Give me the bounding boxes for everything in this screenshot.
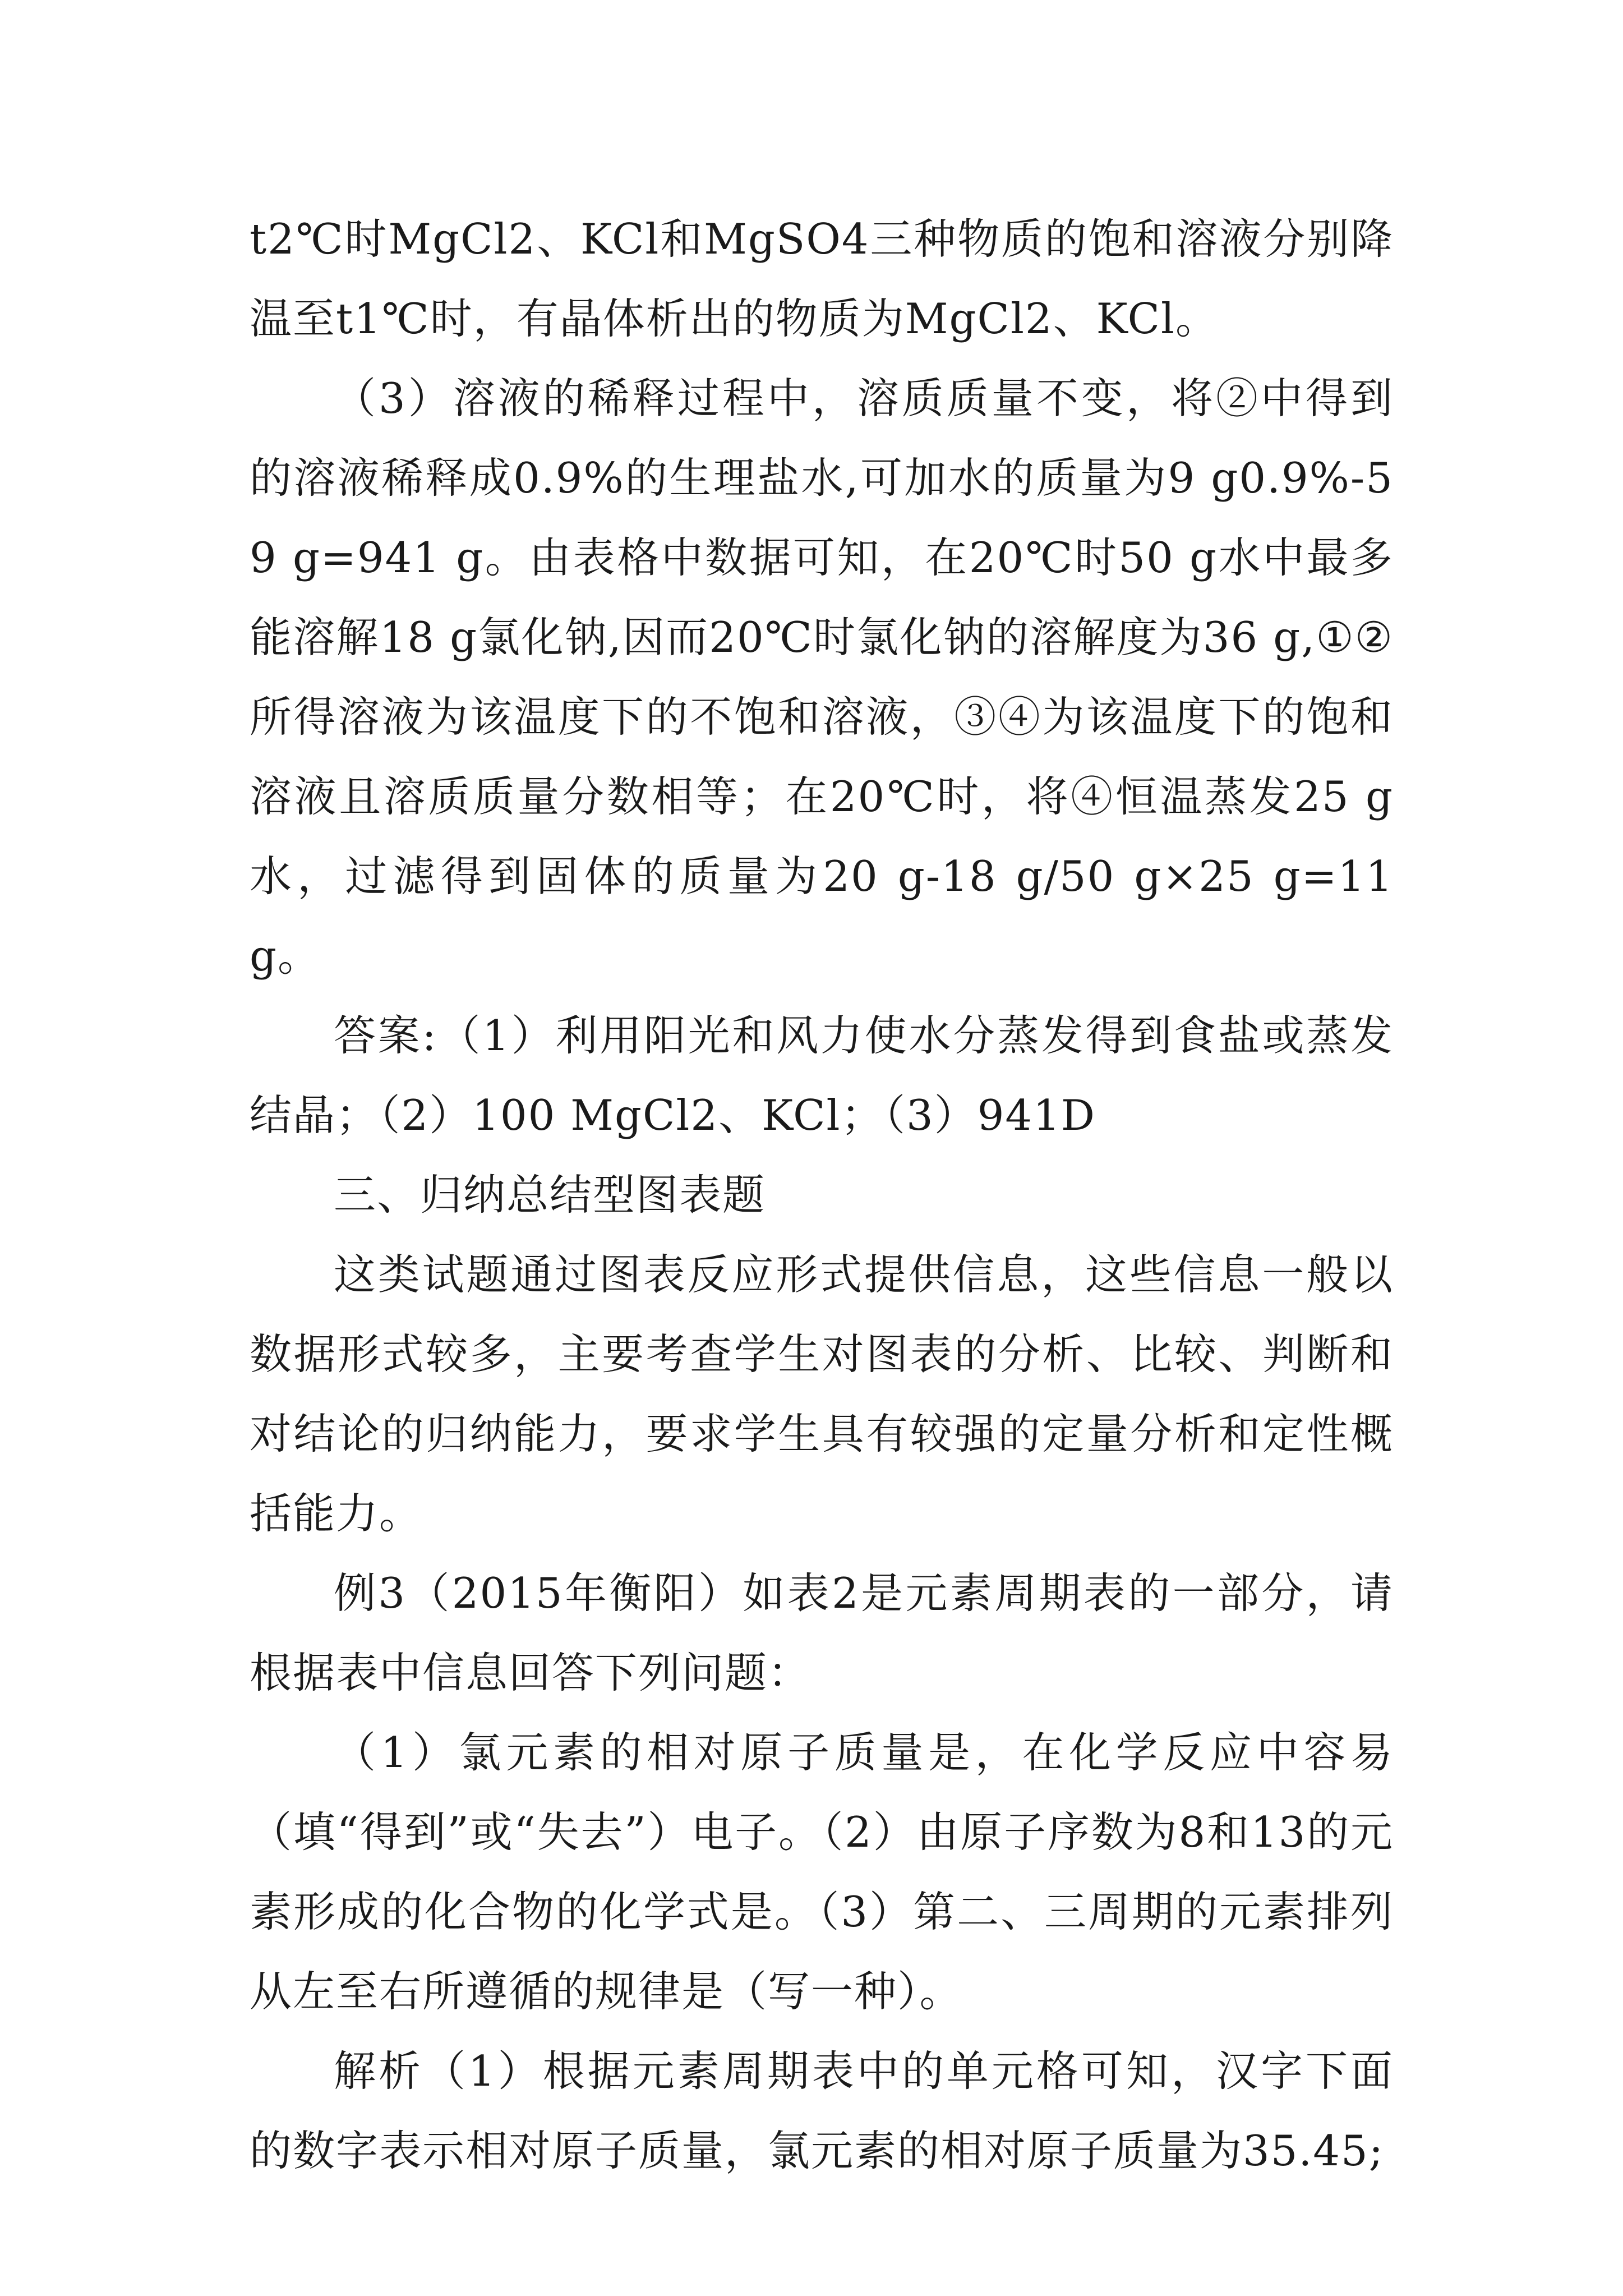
paragraph-section-intro: 这类试题通过图表反应形式提供信息，这些信息一般以数据形式较多，主要考查学生对图表的分析、比较、判断和对结论的归纳能力，要求学生具有较强的定量分析和定性概括能力。 <box>250 1250 1394 1538</box>
section-heading: 三、归纳总结型图表题 <box>334 1170 766 1220</box>
paragraph-answer: 答案:（1）利用阳光和风力使水分蒸发得到食盐或蒸发结晶；（2）100 MgCl2、KCl；（3）941D <box>250 1011 1394 1140</box>
paragraph-questions: （1）氯元素的相对原子质量是，在化学反应中容易（填“得到”或“失去”）电子。（2）由原子序数为8和13的元素形成的化合物的化学式是。（3）第二、三周期的元素排列从左至右所遵循的规律是（写一种）。 <box>250 1728 1394 2016</box>
paragraph-2: （3）溶液的稀释过程中，溶质质量不变，将②中得到的溶液稀释成0.9%的生理盐水,可加水的质量为9 g0.9%-59 g=941 g。由表格中数据可知，在20℃时50 g水中最多能溶解18 g氯化钠,因而20℃时氯化钠的溶解度为36 g,①②所得溶液为该温度下的不饱和溶液，③④为该温度下的饱和溶液且溶质质量分数相等；在20℃时，将④恒温蒸发25 g水，过滤得到固体的质量为20 g-18 g/50 g×25 g=11 g。 <box>250 374 1394 981</box>
paragraph-example-3: 例3（2015年衡阳）如表2是元素周期表的一部分，请根据表中信息回答下列问题： <box>250 1568 1394 1697</box>
paragraph-analysis: 解析（1）根据元素周期表中的单元格可知，汉字下面的数字表示相对原子质量，氯元素的相对原子质量为35.45; <box>250 2046 1394 2175</box>
paragraph-1: t2℃时MgCl2、KCl和MgSO4三种物质的饱和溶液分别降温至t1℃时，有晶体析出的物质为MgCl2、KCl。 <box>250 214 1394 343</box>
document-body <box>250 199 1394 2191</box>
